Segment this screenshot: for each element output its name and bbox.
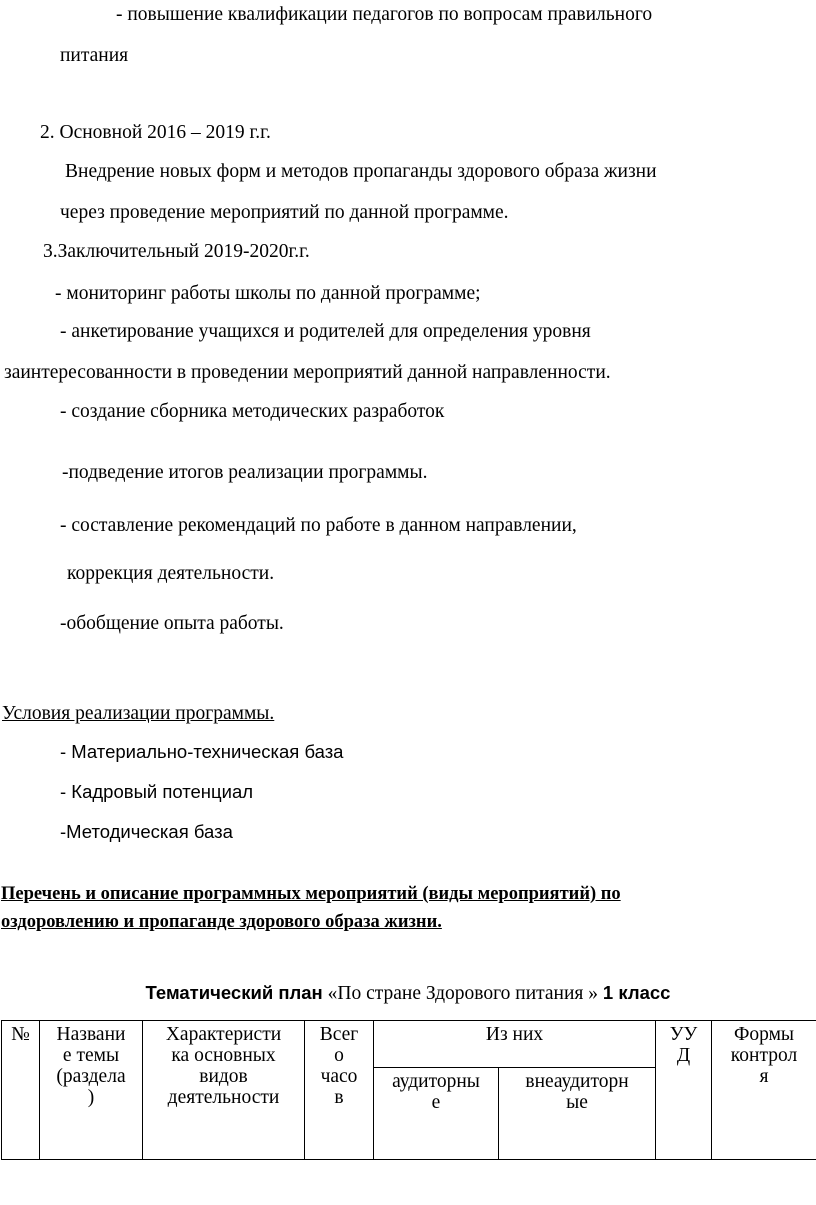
text-line: заинтересованности в проведении мероприятий данной направленности. (4, 362, 611, 383)
col-header-extracurricular: внеаудиторн ые (499, 1068, 656, 1160)
events-heading-line1: Перечень и описание программных мероприятий (виды мероприятий) по (1, 884, 621, 904)
plan-title-class: 1 класс (602, 982, 671, 1003)
text-line: питания (60, 45, 129, 66)
col-header-uud: УУ Д (656, 1021, 712, 1160)
plan-table (1, 1020, 816, 1160)
text-line: - составление рекомендаций по работе в данном направлении, (60, 515, 577, 536)
col-header-activity: Характеристи ка основных видов деятельности (143, 1021, 305, 1160)
plan-title (0, 981, 816, 1006)
conditions-item: - Кадровый потенциал (60, 781, 254, 802)
text-line: - мониторинг работы школы по данной программе; (55, 283, 481, 304)
conditions-item: -Методическая база (60, 821, 233, 842)
text-line: - повышение квалификации педагогов по вопросам правильного (116, 4, 653, 25)
text-line: - анкетирование учащихся и родителей для определения уровня (60, 321, 591, 342)
col-header-num: № (2, 1021, 40, 1160)
plan-title-name: «По стране Здорового питания » (322, 983, 603, 1004)
col-header-control: Формы контрол я (712, 1021, 816, 1160)
text-line: коррекция деятельности. (67, 563, 275, 584)
text-line: Внедрение новых форм и методов пропаганды здорового образа жизни (65, 161, 657, 182)
text-line: -обобщение опыта работы. (60, 613, 284, 634)
stage-heading: 3.Заключительный 2019-2020г.г. (43, 241, 310, 262)
col-header-of-them: Из них (374, 1021, 656, 1068)
col-header-classroom: аудиторны е (374, 1068, 499, 1160)
text-line: - создание сборника методических разработок (60, 401, 445, 422)
conditions-heading: Условия реализации программы. (2, 703, 275, 724)
stage-heading: 2. Основной 2016 – 2019 г.г. (40, 122, 271, 143)
conditions-item: - Материально-техническая база (60, 741, 344, 762)
text-line: -подведение итогов реализации программы. (62, 462, 428, 483)
text-line: через проведение мероприятий по данной программе. (60, 202, 509, 223)
col-header-total-hours: Всег о часо в (305, 1021, 374, 1160)
plan-title-bold: Тематический план (145, 982, 323, 1003)
col-header-topic: Названи е темы (раздела ) (40, 1021, 143, 1160)
events-heading-line2: оздоровлению и пропаганде здорового образа жизни. (1, 912, 442, 932)
